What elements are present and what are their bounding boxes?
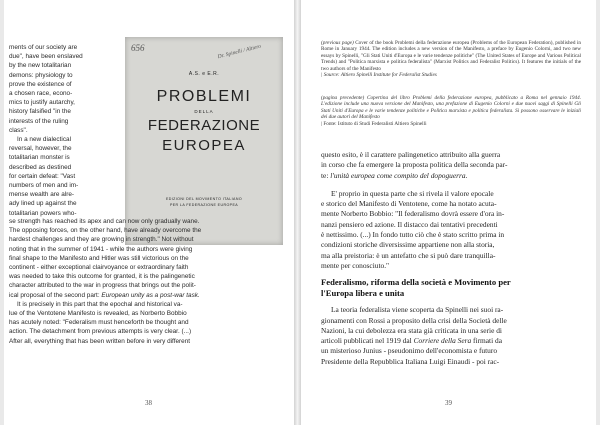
text-line: noting that in the summer of 1941 - while the authors were giving — [9, 245, 193, 253]
text-line — [321, 171, 593, 181]
text-line: totalitarian monster is — [9, 154, 70, 162]
left-full-column — [9, 217, 284, 346]
text-line: action. The detachment from previous attempts is very clear. (...) — [9, 328, 192, 336]
text-line: condizioni storiche diversissime appartiene non alla storia, — [321, 240, 495, 250]
cover-authors: A.S. e E.R. — [188, 71, 220, 77]
text-line: mente per conosciuto." — [321, 260, 390, 270]
page-number: 39 — [445, 399, 452, 407]
caption-italian — [321, 95, 581, 127]
right-body-text — [321, 150, 593, 367]
caption-text — [321, 95, 581, 121]
text-line: prove the existence of — [9, 80, 72, 88]
text-line: character attributed to the war in progress that brings out the polit- — [9, 282, 196, 290]
text-line: class". — [9, 126, 28, 134]
text-line: numbers of men and im- — [9, 182, 79, 190]
caption-source: | Source: Altiero Spinelli Institute for Federalist Studies — [321, 72, 437, 79]
cover-publisher-line: EDIZIONI DEL MOVIMENTO ITALIANO — [165, 197, 243, 201]
caption-label: (previous page) — [321, 40, 354, 46]
text-line: Presidente della Repubblica Italiana Luigi Einaudi - poi rac- — [321, 356, 500, 366]
text-line: continent - either exceptional clairvoyance or extraordinary faith — [9, 264, 189, 272]
text-line: In a new dialectical — [17, 136, 71, 144]
section-heading: l'Europa libera e unita — [321, 288, 405, 299]
cover-title-line: DELLA — [194, 109, 214, 114]
text-line: history falsified "in the — [9, 108, 71, 116]
text-line: After all, everything that has been written before in very different — [9, 337, 191, 345]
text-line: due", have been enslaved — [9, 53, 83, 61]
text-line: It is precisely in this part that the epochal and historical va- — [17, 300, 183, 308]
text-line: nanzi pensiero ed azione. Il distacco dai tentativi precedenti — [321, 219, 498, 229]
text-line: mente Norberto Bobbio: "Il federalismo dovrà essere d'ora in- — [321, 209, 505, 219]
left-narrow-column — [9, 43, 117, 218]
text-span: ical proposal of the second part: — [9, 291, 100, 299]
text-line: ady lined up against the — [9, 200, 77, 208]
text-line: totalitarian powers who- — [9, 209, 77, 217]
text-line: in corso che fa emergere la proposta politica della seconda par- — [321, 160, 508, 170]
text-line: for certain defeat: "Vast — [9, 172, 76, 180]
text-line: se strength has reached its apex and can now only gradually wane. — [9, 218, 200, 225]
caption-source: | Fonte: Istituto di Studi Federalisti Altiero Spinelli — [321, 120, 427, 127]
text-line: Nazioni, la cui debolezza era stata già criticata in una serie di — [321, 325, 502, 335]
text-line: è nettissimo. (...) In fondo tutto ciò che è stato scritto prima in — [321, 230, 505, 240]
text-line: has acutely noted: "Federalism must henceforth be thought and — [9, 319, 189, 327]
italic-span: l'unità europea come compito del dopoguerra. — [330, 170, 468, 180]
text-line: a chosen race, econo- — [9, 90, 73, 98]
text-line — [321, 336, 593, 346]
text-line: final shape to the Manifesto and Hitler was still victorious on the — [9, 254, 189, 262]
text-line — [9, 291, 284, 300]
book-gutter — [294, 0, 301, 425]
caption-text — [321, 40, 581, 72]
page-number: 38 — [145, 399, 152, 407]
text-line: ma alla preistoria: è un antefatto che si può dare tranquilla- — [321, 250, 496, 260]
left-page — [4, 0, 294, 425]
text-span: firmati da — [471, 336, 502, 346]
section-heading: Federalismo, riforma della società e Movimento per — [321, 277, 511, 288]
handwritten-number: 656 — [131, 43, 145, 53]
text-line: hardest challenges and they are growing in strength." Not without — [9, 236, 194, 244]
text-line: un misterioso Junius - pseudonimo dell'economista e futuro — [321, 346, 498, 356]
caption-body: Copertina del libro Problemi della federazione europea, pubblicato a Roma nel gennaio 1944. L'edizione include una nuova versione del Manifesto, una prefazione di Eugenio Colorni e due nuovi saggi di Spinelli Gli Stati Uniti d'Europa e le varie tendenze politiche e Politica marxista e politica federalista. Si possono osservare le iniziali dei due autori del Manifesto — [321, 95, 582, 121]
text-line: reversal, however, the — [9, 145, 72, 153]
text-line: described as destined — [9, 163, 72, 171]
text-line: demons: physiology to — [9, 71, 73, 79]
text-line: by the new totalitarian — [9, 62, 72, 70]
text-line: ments of our society are — [9, 44, 78, 51]
text-line: lue of the Ventotene Manifesto is revealed, as Norberto Bobbio — [9, 310, 187, 318]
text-line: La teoria federalista viene scoperta da Spinelli nei suoi ra- — [331, 305, 504, 315]
right-page — [301, 0, 596, 425]
italic-span: European unity as a post-war task. — [101, 291, 200, 299]
book-cover-image — [125, 37, 283, 245]
text-line: interests of the ruling — [9, 117, 69, 125]
caption-body: Cover of the book Problemi della federazione europea (Problems of the European Federation), published in Rome in January 1944. The edition includes a new version of the Manifesto, a preface by Eugenio Colorni, and two new essays by Spinelli, "Gli Stati Uniti d'Europa e le varie tendenze politiche" (The United States of Europe and Various Political Trends) and "Politica marxista e politica federalista" (Marxist Politics and Federalist Politics). It features the initials of the two authors of the Manifesto — [321, 40, 581, 72]
text-line: mense wealth are alre- — [9, 191, 75, 199]
handwritten-note: Dr. Spinelli / Altiero — [217, 43, 262, 61]
cover-title-line: PROBLEMI — [156, 88, 252, 105]
cover-title-line: FEDERAZIONE — [147, 117, 261, 134]
text-span: articoli pubblicati nel 1919 dal — [321, 336, 414, 346]
cover-publisher-line: PER LA FEDERAZIONE EUROPEA — [169, 203, 239, 207]
text-line: was needed to take this outcome for granted, it is the palingenetic — [9, 273, 195, 281]
text-line: gionamenti con Rossi a proposito della crisi della Società delle — [321, 315, 507, 325]
text-span: te: — [321, 170, 331, 180]
caption-english — [321, 40, 581, 78]
cover-title-line: EUROPEA — [162, 137, 246, 154]
caption-label: (pagina precedente) — [321, 95, 365, 101]
text-line: e storico del Manifesto di Ventotene, come ha notato acuta- — [321, 199, 497, 209]
text-line: The opposing forces, on the other hand, have already overcome the — [9, 227, 202, 235]
text-line: mics to justify autarchy, — [9, 99, 75, 107]
text-line: questo esito, è il carattere palingenetico attribuito alla guerra — [321, 150, 501, 159]
italic-span: Corriere della Sera — [413, 336, 472, 346]
text-line: E' proprio in questa parte che si rivela il valore epocale — [331, 188, 494, 198]
